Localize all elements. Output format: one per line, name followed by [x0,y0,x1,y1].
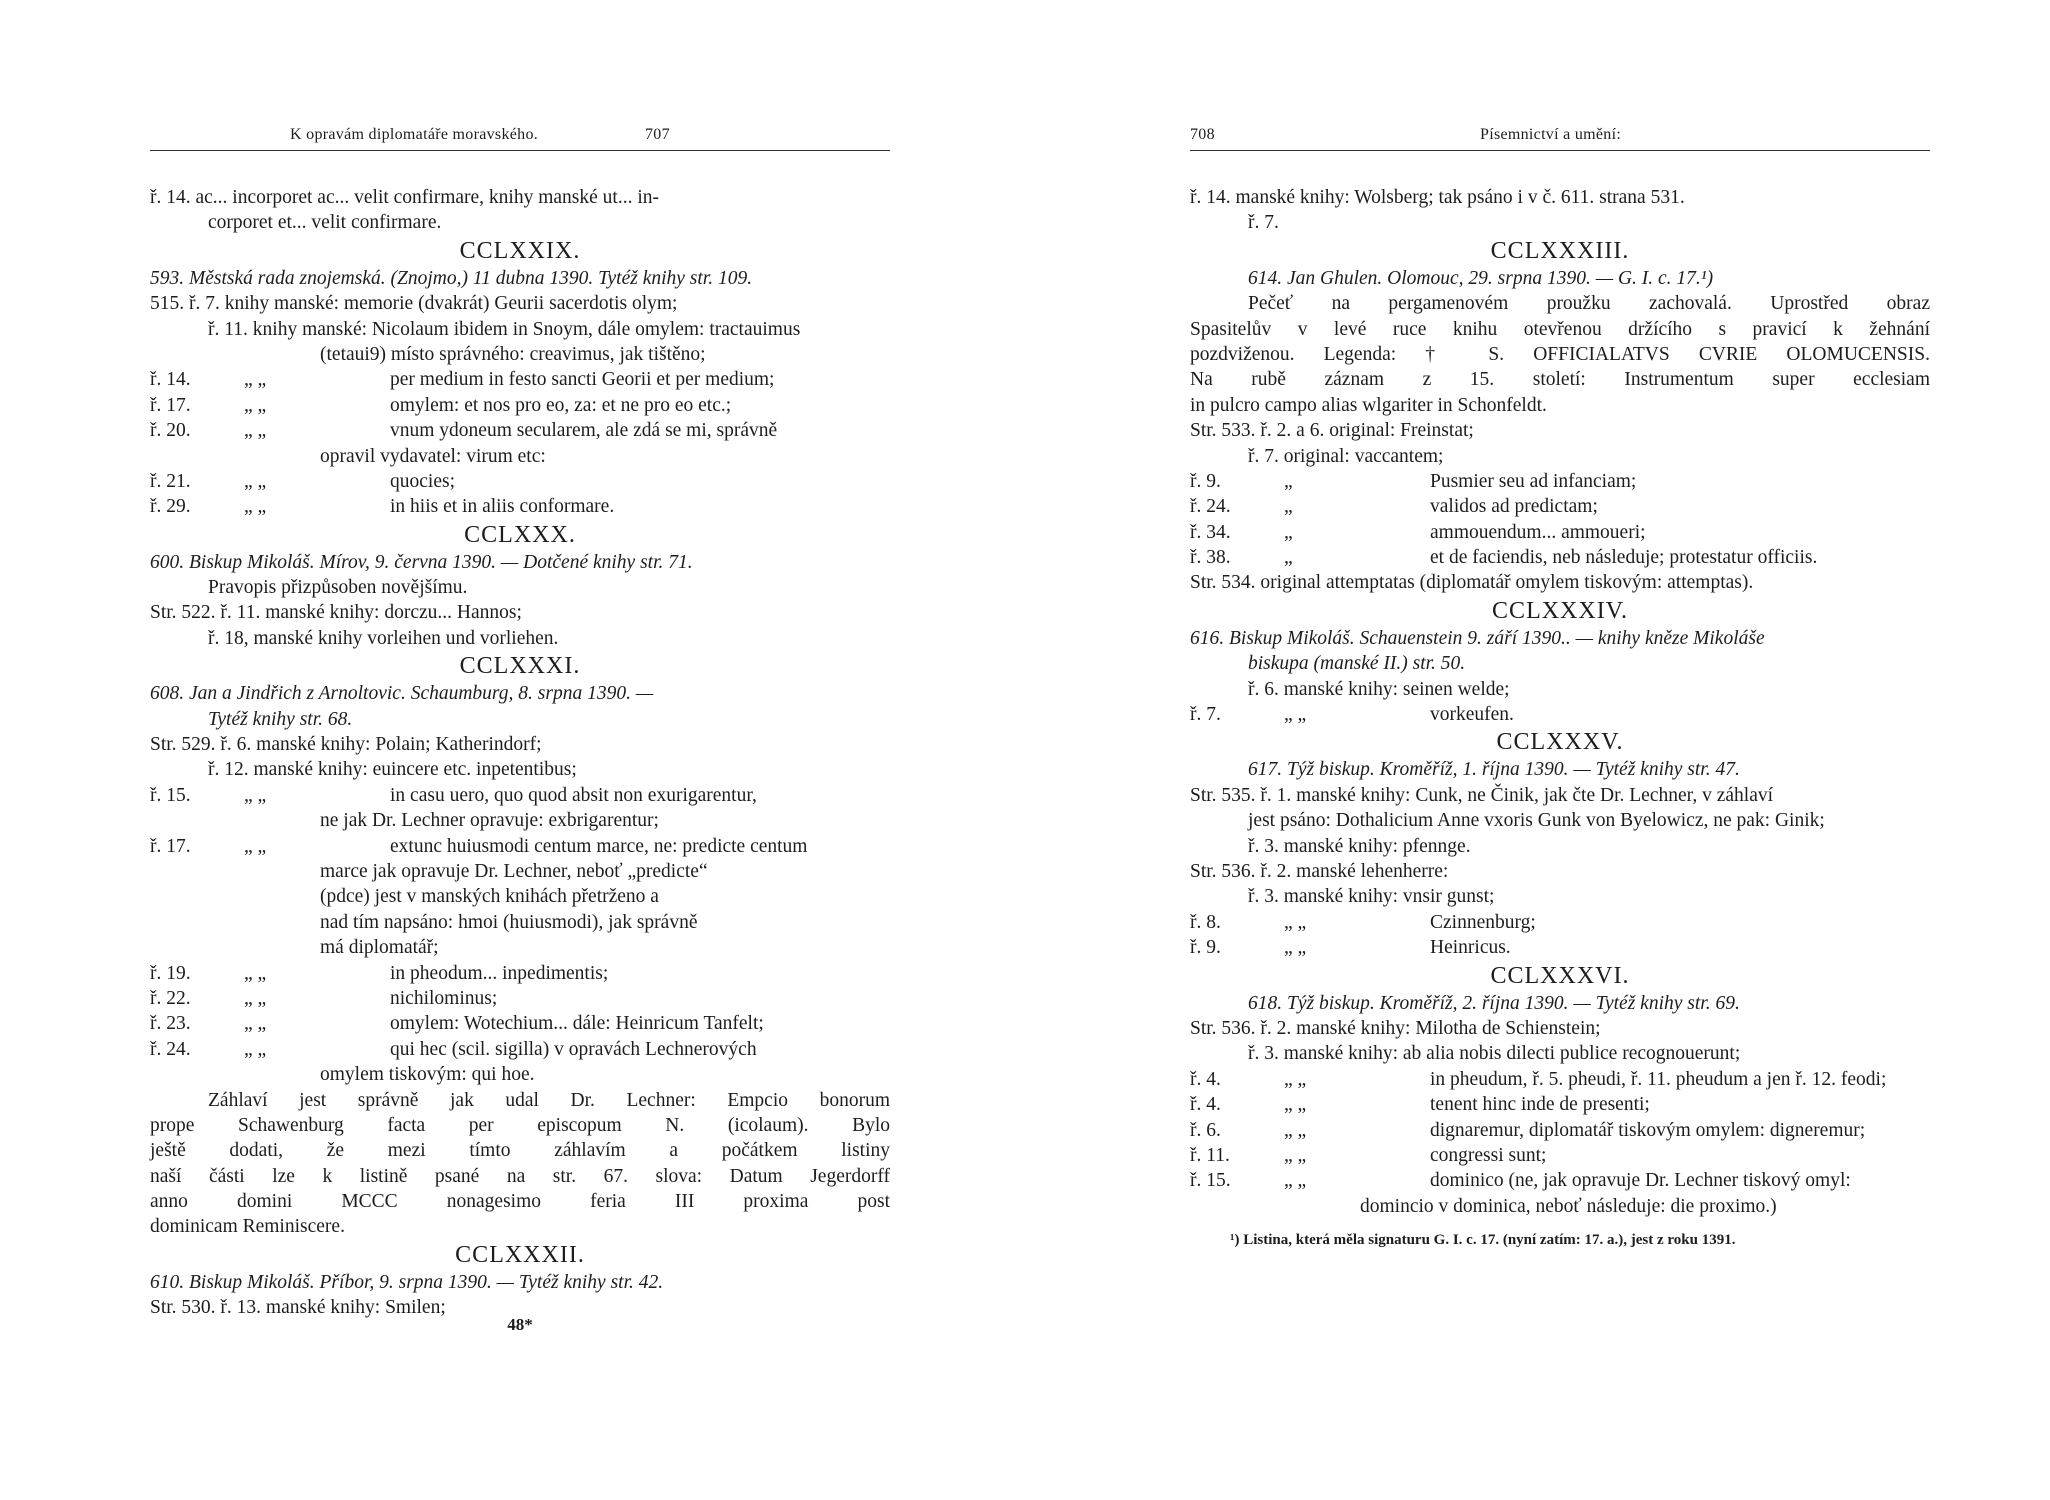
right-page-body [1190,185,1930,1219]
header-page-number: 707 [645,126,670,143]
right-page [1190,0,1950,1500]
correction-text: omylem: Wotechium... dále: Heinricum Tanfelt; [390,1013,764,1035]
text-line: Str. 534. original attemptatas (diplomatář omylem tiskovým: attemptas). [1190,572,1754,594]
correction-line [150,961,890,986]
correction-text: qui hec (scil. sigilla) v opravách Lechnerových [390,1038,757,1060]
correction-text: ammouendum... ammoueri; [1430,521,1646,543]
footnote: ¹) Listina, která měla signaturu G. I. c. 17. (nyní zatím: 17. a.), jest z roku 1391. [1230,1232,1736,1248]
text-line: in pulcro campo alias wlgariter in Schonfeldt. [1190,394,1547,416]
correction-text: Heinricus. [1430,937,1511,959]
section-heading: CCLXXX. [464,521,576,548]
ditto-mark: „ „ [1284,911,1307,933]
line-reference: ř. 9. [1190,470,1221,492]
ditto-mark: „ „ [244,987,267,1009]
correction-text: omylem: et nos pro eo, za: et ne pro eo etc.; [390,394,732,416]
text-line: ř. 6. manské knihy: seinen welde; [1248,678,1510,700]
line-reference: ř. 15. [150,784,191,806]
correction-line [1190,935,1930,960]
correction-line [1190,469,1930,494]
text-line: Str. 530. ř. 13. manské knihy: Smilen; [150,1297,446,1319]
text-line: Pečeť na pergamenovém proužku zachovalá. Uprostřed obraz [1248,293,1930,315]
correction-text: vorkeufen. [1430,704,1514,726]
correction-line [1190,1092,1930,1117]
ditto-mark: „ „ [244,470,267,492]
line-reference: ř. 9. [1190,937,1221,959]
ditto-mark: „ „ [244,394,267,416]
line-reference: ř. 17. [150,835,191,857]
section-heading: CCLXXXVI. [1490,962,1630,989]
line-reference: ř. 21. [150,470,191,492]
line-reference: ř. 17. [150,394,191,416]
correction-text: in casu uero, quo quod absit non exurigarentur, [390,784,757,806]
correction-line [1190,494,1930,519]
correction-line [150,494,890,519]
entry-heading: 617. Týž biskup. Kroměříž, 1. října 1390. — Tytéž knihy str. 47. [1248,759,1740,781]
correction-line [1190,1118,1930,1143]
header-rule [1190,150,1930,151]
line-reference: ř. 15. [1190,1170,1231,1192]
ditto-mark: „ „ [1284,704,1307,726]
line-reference: ř. 38. [1190,547,1231,569]
ditto-mark: „ „ [244,369,267,391]
text-line: corporet et... velit confirmare. [208,212,442,234]
line-reference: ř. 6. [1190,1119,1221,1141]
text-line: opravil vydavatel: virum etc: [320,445,546,467]
text-line: Spasitelův v levé ruce knihu otevřenou držícího s pravicí k žehnání [1190,318,1930,340]
correction-line [150,418,890,443]
section-heading: CCLXXXV. [1496,729,1624,756]
entry-heading: 608. Jan a Jindřich z Arnoltovic. Schaumburg, 8. srpna 1390. — [150,683,654,705]
correction-text: quocies; [390,470,455,492]
line-reference: ř. 23. [150,1013,191,1035]
ditto-mark: „ „ [244,420,267,442]
correction-text: Pusmier seu ad infanciam; [1430,470,1637,492]
correction-text: in pheodum... inpedimentis; [390,962,609,984]
text-line: ř. 14. ac... incorporet ac... velit confirmare, knihy manské ut... in- [150,187,659,208]
ditto-mark: „ [1284,496,1293,518]
correction-text: per medium in festo sancti Georii et per medium; [390,369,775,391]
correction-text: dignaremur, diplomatář tiskovým omylem: digneremur; [1430,1119,1866,1141]
ditto-mark: „ „ [244,1013,267,1035]
correction-line [1190,545,1930,570]
text-line: (tetaui9) místo správného: creavimus, jak tištěno; [320,343,706,365]
text-line: 515. ř. 7. knihy manské: memorie (dvakrát) Geurii sacerdotis olym; [150,293,678,315]
text-line: Záhlaví jest správně jak udal Dr. Lechner: Empcio bonorum [208,1089,890,1111]
line-reference: ř. 8. [1190,911,1221,933]
ditto-mark: „ „ [1284,937,1307,959]
header-title: K opravám diplomatáře moravského. [290,126,539,143]
entry-heading: 616. Biskup Mikoláš. Schauenstein 9. září 1390.. — knihy kněze Mikoláše [1190,627,1765,649]
text-line: Str. 529. ř. 6. manské knihy: Polain; Katherindorf; [150,734,542,756]
text-line: ř. 14. manské knihy: Wolsberg; tak psáno i v č. 611. strana 531. [1190,187,1685,208]
correction-text: nichilominus; [390,987,498,1009]
entry-heading: 610. Biskup Mikoláš. Příbor, 9. srpna 1390. — Tytéž knihy str. 42. [150,1271,664,1293]
text-line: Str. 536. ř. 2. manské lehenherre: [1190,860,1449,882]
correction-line [1190,1168,1930,1193]
section-heading: CCLXXIX. [459,237,581,264]
text-line: prope Schawenburg facta per episcopum N. (icolaum). Bylo [150,1114,890,1136]
correction-text: vnum ydoneum secularem, ale zdá se mi, správně [390,420,778,442]
text-line: Str. 536. ř. 2. manské knihy: Milotha de Schienstein; [1190,1017,1601,1039]
running-header [150,122,890,156]
text-line: Str. 522. ř. 11. manské knihy: dorczu... Hannos; [150,602,522,624]
text-line: ř. 3. manské knihy: pfennge. [1248,835,1471,857]
ditto-mark: „ „ [1284,1170,1307,1192]
ditto-mark: „ „ [1284,1068,1307,1090]
text-line: Str. 533. ř. 2. a 6. original: Freinstat; [1190,420,1474,442]
correction-text: in pheudum, ř. 5. pheudi, ř. 11. pheudum a jen ř. 12. feodi; [1430,1068,1887,1090]
text-line: omylem tiskovým: qui hoe. [320,1064,535,1086]
text-line: (pdce) jest v manských knihách přetrženo a [320,886,659,908]
correction-text: extunc huiusmodi centum marce, ne: predicte centum [390,835,808,857]
text-line: nad tím napsáno: hmoi (huiusmodi), jak správně [320,911,698,933]
ditto-mark: „ „ [1284,1119,1307,1141]
signature-mark: 48* [507,1315,533,1334]
text-line: domincio v dominica, neboť následuje: die proximo.) [1360,1195,1777,1217]
line-reference: ř. 29. [150,496,191,518]
correction-line [150,783,890,808]
line-reference: ř. 20. [150,420,191,442]
section-heading: CCLXXXIII. [1490,237,1630,264]
entry-heading: Tytéž knihy str. 68. [208,708,353,730]
correction-text: Czinnenburg; [1430,911,1536,933]
entry-heading: 614. Jan Ghulen. Olomouc, 29. srpna 1390. — G. I. c. 17.¹) [1248,267,1714,289]
correction-text: validos ad predictam; [1430,496,1598,518]
text-line: Pravopis přizpůsoben novějšímu. [208,577,468,599]
section-heading: CCLXXXII. [455,1241,585,1268]
text-line: ř. 11. knihy manské: Nicolaum ibidem in Snoym, dále omylem: tractauimus [208,318,801,340]
line-reference: ř. 11. [1190,1144,1230,1166]
text-line: ještě dodati, že mezi tímto záhlavím a počátkem listiny [150,1140,890,1162]
section-heading: CCLXXXIV. [1492,597,1628,624]
ditto-mark: „ „ [1284,1144,1307,1166]
ditto-mark: „ „ [244,962,267,984]
line-reference: ř. 24. [1190,496,1231,518]
text-line: naší části lze k listině psané na str. 67. slova: Datum Jegerdorff [150,1165,890,1187]
text-line: Str. 535. ř. 1. manské knihy: Cunk, ne Činik, jak čte Dr. Lechner, v záhlaví [1190,784,1774,806]
text-line: marce jak opravuje Dr. Lechner, neboť „predicte“ [320,860,708,882]
ditto-mark: „ „ [244,496,267,518]
correction-text: dominico (ne, jak opravuje Dr. Lechner tiskový omyl: [1430,1170,1851,1192]
correction-line [1190,1143,1930,1168]
line-reference: ř. 19. [150,962,191,984]
line-reference: ř. 24. [150,1038,191,1060]
line-reference: ř. 4. [1190,1094,1221,1116]
correction-text: tenent hinc inde de presenti; [1430,1094,1650,1116]
header-title: Písemnictví a umění: [1480,126,1622,143]
correction-line [1190,1067,1930,1092]
text-line: ř. 7. original: vaccantem; [1248,445,1444,467]
correction-line [150,1037,890,1062]
correction-line [150,986,890,1011]
text-line: ne jak Dr. Lechner opravuje: exbrigarentur; [320,810,659,832]
ditto-mark: „ [1284,547,1293,569]
correction-line [1190,910,1930,935]
text-line: pozdviženou. Legenda: † S. OFFICIALATVS CVRIE OLOMUCENSIS. [1190,343,1930,365]
left-page-body [150,185,890,1321]
text-line: dominicam Reminiscere. [150,1216,345,1238]
line-reference: ř. 7. [1190,704,1221,726]
header-page-number: 708 [1190,126,1215,143]
entry-heading: 600. Biskup Mikoláš. Mírov, 9. června 1390. — Dotčené knihy str. 71. [150,551,693,573]
text-line: jest psáno: Dothalicium Anne vxoris Gunk von Byelowicz, ne pak: Ginik; [1248,810,1825,832]
line-reference: ř. 34. [1190,521,1231,543]
section-heading: CCLXXXI. [459,653,581,680]
entry-heading: biskupa (manské II.) str. 50. [1248,653,1466,675]
text-line: ř. 3. manské knihy: vnsir gunst; [1248,886,1495,908]
line-reference: ř. 14. [150,369,191,391]
text-line: ř. 3. manské knihy: ab alia nobis dilecti publice recognouerunt; [1248,1043,1741,1065]
line-reference: ř. 22. [150,987,191,1009]
ditto-mark: „ [1284,470,1293,492]
correction-line [150,834,890,859]
ditto-mark: „ [1284,521,1293,543]
text-line: Na rubě záznam z 15. století: Instrumentum super ecclesiam [1190,369,1930,391]
ditto-mark: „ „ [244,784,267,806]
ditto-mark: „ „ [244,835,267,857]
correction-line [150,1011,890,1036]
correction-text: et de faciendis, neb následuje; protestatur officiis. [1430,547,1818,569]
correction-line [1190,702,1930,727]
text-line: ř. 7. [1248,212,1279,234]
correction-line [150,393,890,418]
entry-heading: 618. Týž biskup. Kroměříž, 2. října 1390. — Tytéž knihy str. 69. [1248,992,1740,1014]
header-rule [150,150,890,151]
left-page [150,0,910,1500]
correction-text: congressi sunt; [1430,1144,1547,1166]
text-line: ř. 18, manské knihy vorleihen und vorliehen. [208,627,559,649]
ditto-mark: „ „ [244,1038,267,1060]
correction-text: in hiis et in aliis conformare. [390,496,615,518]
text-line: anno domini MCCC nonagesimo feria III proxima post [150,1191,890,1213]
text-line: ř. 12. manské knihy: euincere etc. inpetentibus; [208,759,577,781]
correction-line [1190,520,1930,545]
running-header [1190,122,1930,156]
text-line: má diplomatář; [320,937,439,959]
entry-heading: 593. Městská rada znojemská. (Znojmo,) 11 dubna 1390. Tytéž knihy str. 109. [150,267,753,289]
correction-line [150,469,890,494]
correction-line [150,367,890,392]
ditto-mark: „ „ [1284,1094,1307,1116]
line-reference: ř. 4. [1190,1068,1221,1090]
